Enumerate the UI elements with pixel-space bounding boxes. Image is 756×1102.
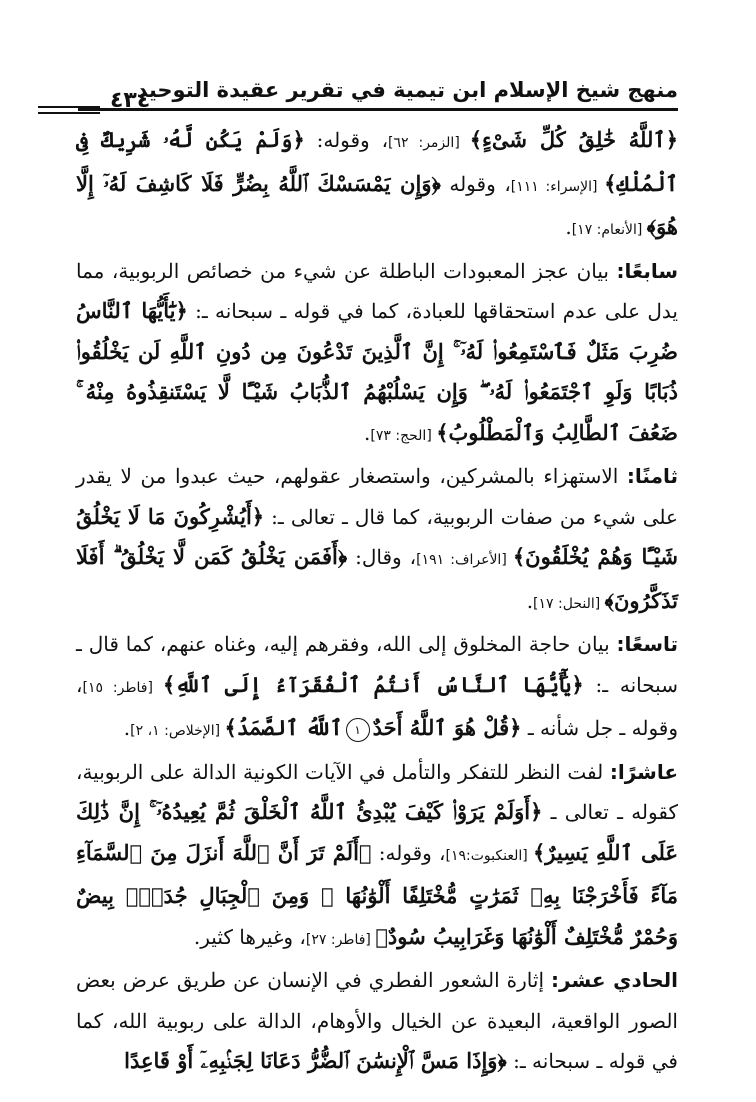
ayah-number-marker: ١ [346,718,370,742]
verse-reference: [الزمر: ٦٢] [388,135,470,151]
verse-reference: [النحل: ١٧] [533,595,605,612]
paragraph [76,752,678,961]
quran-verse: ٱللَّهُ ٱلصَّمَدُ﴾ [224,715,343,740]
section-heading: الحادي عشر: [551,968,678,992]
quran-verse: ﴿أَوَلَمْ يَرَوْا۟ كَيْفَ يُبْدِئُ ٱللَّهُ ٱلْخَلْقَ ثُمَّ يُعِيدُهُۥٓ ۚ إِنَّ ذَٰلِكَ عَلَى ٱللَّهِ يَسِيرٌ﴾ [76,799,679,865]
body-text-run: ، وقوله: [371,840,446,865]
paragraph [76,120,678,251]
body-text-run: ، وغيرها كثير. [193,924,306,949]
verse-reference: [الحج: ٧٣] [370,427,437,444]
paragraph [76,456,678,624]
quran-verse: ﴿أَلَمْ تَرَ أَنَّ ٱللَّهَ أَنزَلَ مِنَ ٱلسَّمَآءِ مَآءً فَأَخْرَجْنَا بِهِۦ ثَمَرَٰتٍ مُّخْتَلِفًا أَلْوَٰنُهَا ۚ وَمِنَ ٱلْجِبَالِ جُدَدٌۢ بِيضٌ وَحُمْرٌ مُّخْتَلِفٌ أَلْوَٰنُهَا وَغَرَابِيبُ سُودٌ﴾ [76,839,678,949]
quran-verse: ﴿وَإِن يَمْسَسْكَ ٱللَّهُ بِضُرٍّ فَلَا كَاشِفَ لَهُۥٓ إِلَّا هُوَ﴾ [76,170,678,239]
verse-reference: [الإسراء: ١١١] [510,178,605,195]
body-text-run: ، وقال: [347,545,417,569]
quran-verse: ﴿وَإِذَا مَسَّ ٱلْإِنسَٰنَ ٱلضُّرُّ دَعَانَا لِجَنۢبِهِۦٓ أَوْ قَاعِدًا [124,1048,507,1073]
body-text-run: . [364,420,371,445]
body-text-run: بيان عجز المعبودات الباطلة عن شيء من خصائص الربوبية، مما يدل على عدم استحقاقها للعبادة، كما في قوله ـ سبحانه ـ: [76,258,678,323]
quran-verse: ﴿أَيُشْرِكُونَ مَا لَا يَخْلُقُ شَيْـًٔا وَهُمْ يُخْلَقُونَ﴾ [76,503,678,569]
body-text-run: . [123,716,131,740]
body-text-run: ، وقوله ـ جل شأنه ـ [76,672,678,740]
section-heading: تاسعًا: [616,632,678,656]
running-title: منهج شيخ الإسلام ابن تيمية في تقرير عقيدة التوحيد [136,78,678,102]
section-heading: عاشرًا: [609,759,678,784]
quran-verse: ﴿ٱللَّهُ خَٰلِقُ كُلِّ شَىْءٍ﴾ [469,127,679,152]
paragraph [76,251,678,457]
body-text [76,120,678,1082]
body-text-run: ، وقوله [440,171,511,196]
body-text-run: الاستهزاء بالمشركين، واستصغار عقولهم، حيث عبدوا من لا يقدر على شيء من صفات الربوبية، كما قال ـ تعالى ـ: [76,464,678,529]
quran-verse: ﴿يَٰٓأَيُّهَا ٱلنَّاسُ ضُرِبَ مَثَلٌ فَٱسْتَمِعُوا۟ لَهُۥٓ ۚ إِنَّ ٱلَّذِينَ تَدْعُونَ مِن دُونِ ٱللَّهِ لَن يَخْلُقُوا۟ ذُبَابًا وَلَوِ ٱجْتَمَعُوا۟ لَهُۥ ۖ وَإِن يَسْلُبْهُمُ ٱلذُّبَابُ شَيْـًٔا لَّا يَسْتَنقِذُوهُ مِنْهُ ۚ ضَعُفَ ٱلطَّالِبُ وَٱلْمَطْلُوبُ﴾ [76,298,678,445]
body-text-run: . [526,588,534,613]
quran-verse: ﴿وَلَمْ يَكُن لَّهُۥ شَرِيكٌ فِى ٱلْمُلْكِ﴾ [76,127,678,196]
page-number-rule-bottom [38,112,100,114]
body-text-run: . [565,215,572,239]
verse-reference: [العنكبوت:١٩] [445,847,533,864]
body-text-run: ، وقوله: [304,128,389,152]
quran-verse: ﴿أَفَمَن يَخْلُقُ كَمَن لَّا يَخْلُقُ ۗ أَفَلَا تَذَكَّرُونَ﴾ [76,544,678,613]
verse-reference: [فاطر: ١٥] [82,679,163,696]
paragraph [76,960,678,1082]
header-rule [78,108,678,111]
page-number: ٤٣٤ [110,88,151,113]
verse-reference: [الأعراف: ١٩١] [416,552,513,568]
verse-reference: [الأنعام: ١٧] [571,222,647,238]
body-text-run: بيان حاجة المخلوق إلى الله، وفقرهم إليه، وغناه عنهم، كما قال ـ سبحانه ـ: [76,632,678,697]
verse-reference: [فاطر: ٢٧] [305,931,376,948]
verse-reference: [الإخلاص: ١، ٢] [130,723,225,739]
quran-verse: ﴿قُلْ هُوَ ٱللَّهُ أَحَدٌ [372,715,522,740]
paragraph [76,624,678,752]
section-heading: سابعًا: [616,258,678,283]
section-heading: ثامنًا: [626,464,678,488]
body-text-run: لفت النظر للتفكر والتأمل في الآيات الكونية الدالة على الربوبية، كقوله ـ تعالى ـ [76,759,678,824]
quran-verse: ﴿يَٰٓأَيُّهَا ٱلنَّاسُ أَنتُمُ ٱلْفُقَرَآءُ إِلَى ٱللَّهِ﴾ [162,671,584,697]
page-number-rule-top [38,106,100,108]
body-text-run: إثارة الشعور الفطري في الإنسان عن طريق عرض بعض الصور الواقعية، البعيدة عن الخيال والأوهام، الدالة على ربوبية الله، كما في قوله ـ سبحانه ـ: [76,968,678,1073]
